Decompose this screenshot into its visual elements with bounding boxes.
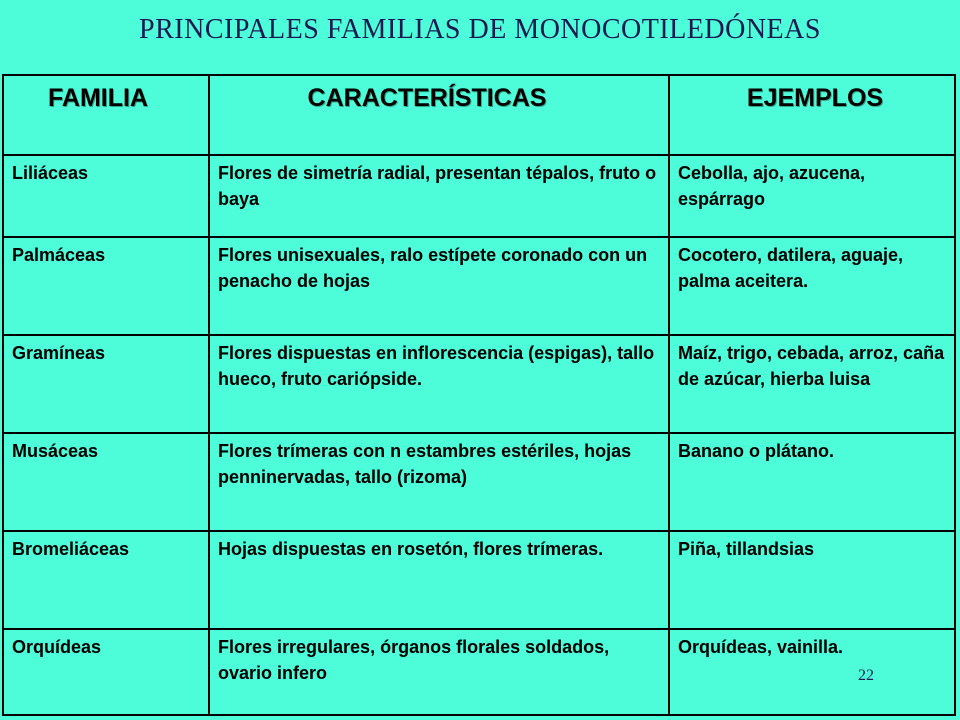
cell-ejemplos: Cebolla, ajo, azucena, espárrago [669,155,955,237]
table-row [3,155,955,237]
cell-familia: Gramíneas [3,335,209,433]
slide-title: PRINCIPALES FAMILIAS DE MONOCOTILEDÓNEAS [139,14,821,45]
header-ejemplos: EJEMPLOS [669,75,955,155]
cell-familia: Orquídeas [3,629,209,715]
table-row [3,433,955,531]
cell-ejemplos: Banano o plátano. [669,433,955,531]
cell-caracteristicas: Flores irregulares, órganos florales soldados, ovario infero [209,629,669,715]
cell-familia: Liliáceas [3,155,209,237]
header-familia: FAMILIA [3,75,209,155]
cell-familia: Bromeliáceas [3,531,209,629]
table-row [3,531,955,629]
cell-ejemplos: Piña, tillandsias [669,531,955,629]
cell-ejemplos: Cocotero, datilera, aguaje, palma aceitera. [669,237,955,335]
families-table [2,74,956,716]
header-caracteristicas: CARACTERÍSTICAS [209,75,669,155]
cell-caracteristicas: Flores unisexuales, ralo estípete coronado con un penacho de hojas [209,237,669,335]
cell-familia: Palmáceas [3,237,209,335]
cell-caracteristicas: Flores de simetría radial, presentan tépalos, fruto o baya [209,155,669,237]
table-row [3,335,955,433]
page-number: 22 [858,667,874,684]
table-row [3,629,955,715]
cell-caracteristicas: Hojas dispuestas en rosetón, flores trímeras. [209,531,669,629]
table-header-row [3,75,955,155]
cell-caracteristicas: Flores trímeras con n estambres estériles, hojas penninervadas, tallo (rizoma) [209,433,669,531]
cell-ejemplos: Orquídeas, vainilla. [669,629,955,715]
cell-caracteristicas: Flores dispuestas en inflorescencia (espigas), tallo hueco, fruto cariópside. [209,335,669,433]
table-row [3,237,955,335]
cell-familia: Musáceas [3,433,209,531]
cell-ejemplos: Maíz, trigo, cebada, arroz, caña de azúcar, hierba luisa [669,335,955,433]
